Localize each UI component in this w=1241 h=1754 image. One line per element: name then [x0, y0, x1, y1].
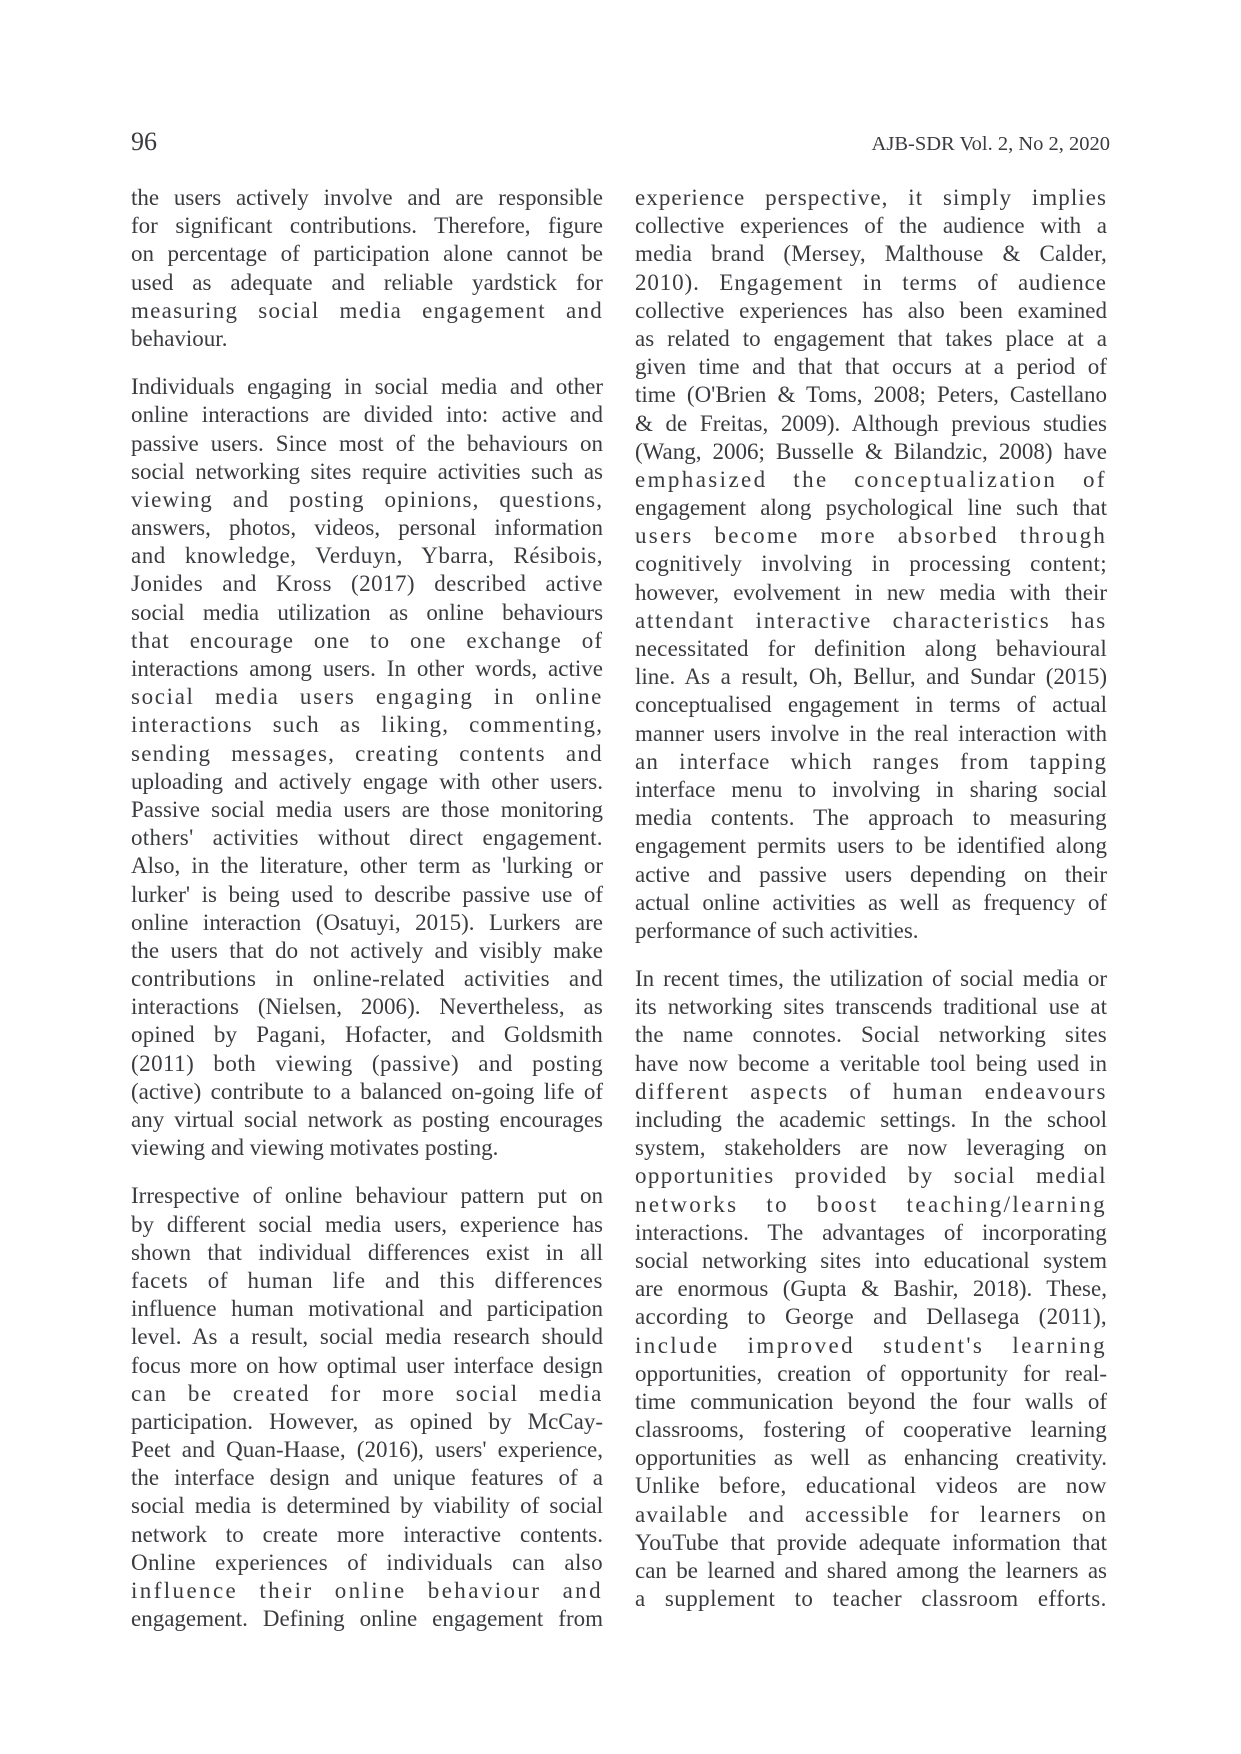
- text-line: its networking sites transcends traditional use at: [635, 994, 1107, 1020]
- text-line: sending messages, creating contents and: [131, 740, 603, 766]
- text-line: different aspects of human endeavours: [635, 1078, 1108, 1104]
- text-line: attendant interactive characteristics has: [635, 607, 1107, 633]
- text-line: opportunities, creation of opportunity for real-: [635, 1360, 1107, 1386]
- text-line: interactions. The advantages of incorporating: [635, 1219, 1107, 1245]
- text-line: by different social media users, experience has: [131, 1211, 603, 1237]
- text-line: actual online activities as well as frequency of: [635, 889, 1108, 915]
- text-line: for significant contributions. Therefore, figure: [131, 213, 603, 239]
- text-line: users become more absorbed through: [635, 523, 1108, 549]
- text-line: social networking sites require activities such as: [131, 458, 604, 484]
- text-line: an interface which ranges from tapping: [635, 748, 1108, 774]
- text-line: available and accessible for learners on: [635, 1501, 1108, 1527]
- text-line: online interactions are divided into: active and: [131, 402, 603, 428]
- text-line: engagement permits users to be identified along: [635, 833, 1107, 859]
- text-line: focus more on how optimal user interface design: [131, 1352, 603, 1378]
- text-line: networks to boost teaching/learning: [635, 1191, 1107, 1217]
- text-line: system, stakeholders are now leveraging on: [635, 1135, 1107, 1161]
- text-line: facets of human life and this differences: [131, 1267, 604, 1293]
- text-line: 2010). Engagement in terms of audience: [635, 269, 1107, 295]
- text-line: including the academic settings. In the school: [635, 1107, 1108, 1132]
- text-line: social media is determined by viability of social: [131, 1493, 604, 1519]
- text-line: any virtual social network as posting encourages: [131, 1107, 603, 1132]
- text-line: interactions (Nielsen, 2006). Nevertheless, as: [131, 994, 603, 1020]
- text-line: lurker' is being used to describe passive use of: [131, 881, 604, 907]
- text-line: the users that do not actively and visibly make: [131, 937, 603, 963]
- text-line: emphasized the conceptualization of: [635, 466, 1107, 492]
- text-line: influence their online behaviour and: [131, 1578, 603, 1603]
- text-line: the name connotes. Social networking sites: [635, 1022, 1107, 1048]
- text-line: opportunities as well as enhancing creativity.: [635, 1445, 1108, 1471]
- text-line: (active) contribute to a balanced on-going life of: [131, 1078, 604, 1104]
- text-line: Passive social media users are those monitoring: [131, 796, 603, 822]
- text-line: collective experiences has also been examined: [635, 297, 1108, 323]
- text-line: classrooms, fostering of cooperative learning: [635, 1417, 1107, 1443]
- text-line: social networking sites into educational system: [635, 1247, 1107, 1273]
- column-right: [635, 184, 1107, 1653]
- text-line: necessitated for definition along behavioural: [635, 636, 1107, 661]
- text-line: YouTube that provide adequate information that: [635, 1529, 1108, 1555]
- text-line: interface menu to involving in sharing social: [635, 776, 1107, 802]
- column-left: [131, 184, 603, 1653]
- text-line: can be learned and shared among the learners as: [635, 1558, 1107, 1583]
- text-line: however, evolvement in new media with their: [635, 579, 1108, 605]
- text-line: Jonides and Kross (2017) described active: [131, 571, 604, 597]
- text-line: participation. However, as opined by McCay-: [131, 1408, 603, 1434]
- text-line: others' activities without direct engagement.: [131, 825, 603, 851]
- text-line: are enormous (Gupta & Bashir, 2018). These,: [635, 1276, 1107, 1302]
- paragraph: [635, 965, 1107, 1613]
- text-line: viewing and posting opinions, questions,: [131, 486, 604, 512]
- text-line: the interface design and unique features of a: [131, 1465, 603, 1491]
- text-line: interactions such as liking, commenting,: [131, 712, 604, 738]
- text-line: time (O'Brien & Toms, 2008; Peters, Castellano: [635, 382, 1108, 408]
- text-line: time communication beyond the four walls of: [635, 1388, 1108, 1414]
- text-line: Online experiences of individuals can also: [131, 1549, 604, 1575]
- text-line: (Wang, 2006; Busselle & Bilandzic, 2008) have: [635, 438, 1107, 464]
- text-line: media brand (Mersey, Malthouse & Calder,: [635, 241, 1107, 267]
- text-line: uploading and actively engage with other users.: [131, 768, 603, 794]
- text-line: & de Freitas, 2009). Although previous studies: [635, 410, 1107, 436]
- text-line: opportunities provided by social medial: [635, 1163, 1107, 1189]
- text-line: network to create more interactive contents.: [131, 1521, 604, 1547]
- text-line: Individuals engaging in social media and other: [131, 374, 604, 400]
- text-line: measuring social media engagement and: [131, 297, 603, 323]
- text-line: passive users. Since most of the behaviours on: [131, 430, 604, 456]
- text-line: answers, photos, videos, personal information: [131, 515, 603, 541]
- text-line: on percentage of participation alone cannot be: [131, 241, 603, 267]
- text-line: as related to engagement that takes place at a: [635, 325, 1107, 351]
- text-line: can be created for more social media: [131, 1380, 603, 1406]
- text-columns: [131, 184, 1107, 1653]
- text-line: manner users involve in the real interaction with: [635, 720, 1107, 746]
- text-line: opined by Pagani, Hofacter, and Goldsmith: [131, 1022, 603, 1048]
- text-line: conceptualised engagement in terms of actual: [635, 692, 1107, 718]
- text-line: Irrespective of online behaviour pattern put on: [131, 1183, 604, 1209]
- text-line: viewing and viewing motivates posting.: [131, 1135, 499, 1161]
- paragraph: [131, 184, 603, 353]
- text-line: have now become a veritable tool being used in: [635, 1050, 1107, 1076]
- page-number: 96: [131, 127, 157, 156]
- text-line: contributions in online-related activities and: [131, 966, 604, 992]
- text-line: social media utilization as online behaviours: [131, 599, 604, 625]
- text-line: line. As a result, Oh, Bellur, and Sundar (2015): [635, 664, 1108, 690]
- paragraph: [131, 1182, 603, 1633]
- text-line: used as adequate and reliable yardstick for: [131, 269, 603, 295]
- text-line: interactions among users. In other words, active: [131, 656, 603, 681]
- text-line: Unlike before, educational videos are now: [635, 1473, 1107, 1499]
- journal-citation: AJB-SDR Vol. 2, No 2, 2020: [871, 133, 1110, 155]
- text-line: influence human motivational and participation: [131, 1296, 603, 1322]
- text-line: and knowledge, Verduyn, Ybarra, Résibois,: [131, 543, 603, 569]
- text-line: that encourage one to one exchange of: [131, 627, 604, 653]
- text-line: include improved student's learning: [635, 1332, 1107, 1358]
- text-line: Also, in the literature, other term as 'lurking or: [131, 853, 604, 879]
- text-line: online interaction (Osatuyi, 2015). Lurkers are: [131, 909, 604, 935]
- text-line: active and passive users depending on their: [635, 861, 1107, 887]
- text-line: (2011) both viewing (passive) and posting: [131, 1050, 604, 1076]
- text-line: the users actively involve and are responsible: [131, 185, 603, 210]
- paragraph: [131, 373, 603, 1162]
- paragraph: [635, 184, 1107, 945]
- text-line: cognitively involving in processing content;: [635, 551, 1107, 577]
- page-header: [131, 127, 1110, 159]
- text-line: Peet and Quan-Haase, (2016), users' experience,: [131, 1437, 603, 1463]
- text-line: a supplement to teacher classroom efforts.: [635, 1586, 1107, 1612]
- text-line: shown that individual differences exist in all: [131, 1239, 603, 1265]
- text-line: experience perspective, it simply implies: [635, 185, 1108, 210]
- text-line: engagement. Defining online engagement from: [131, 1606, 604, 1632]
- text-line: performance of such activities.: [635, 917, 919, 943]
- text-line: engagement along psychological line such that: [635, 495, 1107, 521]
- text-line: In recent times, the utilization of social media or: [635, 966, 1108, 992]
- text-line: according to George and Dellasega (2011),: [635, 1304, 1107, 1330]
- text-line: collective experiences of the audience with a: [635, 213, 1107, 239]
- text-line: behaviour.: [131, 325, 228, 351]
- text-line: media contents. The approach to measuring: [635, 805, 1107, 831]
- text-line: level. As a result, social media research should: [131, 1324, 603, 1350]
- text-line: social media users engaging in online: [131, 684, 603, 710]
- text-line: given time and that that occurs at a period of: [635, 354, 1107, 380]
